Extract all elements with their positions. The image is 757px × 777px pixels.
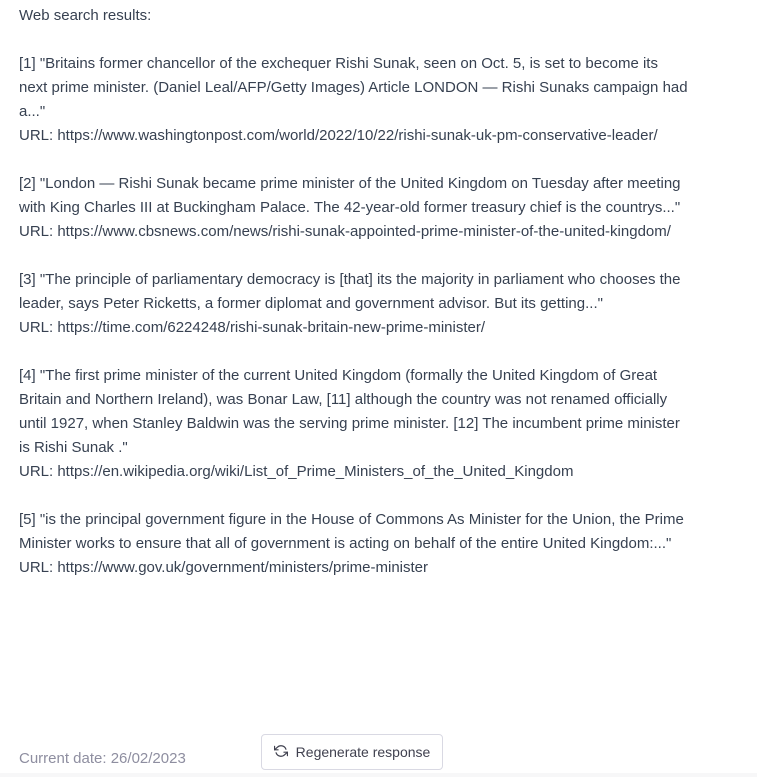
- search-result-4: [19, 364, 689, 484]
- message-content: [19, 4, 689, 604]
- search-result-5: [19, 508, 689, 580]
- result-snippet: [3] "The principle of parliamentary democracy is [that] its the majority in parliament who chooses the leader, says Peter Ricketts, a former diplomat and government advisor. But its getting...": [19, 271, 681, 312]
- result-snippet: [2] "London — Rishi Sunak became prime minister of the United Kingdom on Tuesday after meeting with King Charles III at Buckingham Palace. The 42-year-old former treasury chief is the countrys...": [19, 175, 681, 216]
- result-url: URL: https://www.washingtonpost.com/world/2022/10/22/rishi-sunak-uk-pm-conservative-leader/: [19, 127, 658, 144]
- search-result-1: [19, 52, 689, 148]
- search-result-3: [19, 268, 689, 340]
- refresh-icon: [274, 744, 288, 761]
- result-url: URL: https://time.com/6224248/rishi-sunak-britain-new-prime-minister/: [19, 319, 485, 336]
- result-snippet: [5] "is the principal government figure in the House of Commons As Minister for the Union, the Prime Minister works to ensure that all of government is acting on behalf of the entire United Kingdom:...": [19, 511, 684, 552]
- search-result-2: [19, 172, 689, 244]
- result-snippet: [4] "The first prime minister of the current United Kingdom (formally the United Kingdom of Great Britain and Northern Ireland), was Bonar Law, [11] although the country was not renamed officially until 1927, when Stanley Baldwin was the serving prime minister. [12] The incumbent prime minister is Rishi Sunak .": [19, 367, 680, 456]
- results-intro: Web search results:: [19, 7, 152, 24]
- message-footer: [0, 728, 757, 777]
- regenerate-response-button[interactable]: [261, 734, 443, 770]
- composer-edge: [0, 773, 757, 777]
- result-url: URL: https://www.cbsnews.com/news/rishi-sunak-appointed-prime-minister-of-the-united-kingdom/: [19, 223, 671, 240]
- result-snippet: [1] "Britains former chancellor of the exchequer Rishi Sunak, seen on Oct. 5, is set to become its next prime minister. (Daniel Leal/AFP/Getty Images) Article LONDON — Rishi Sunaks campaign had a...": [19, 55, 688, 120]
- regenerate-label: Regenerate response: [295, 744, 431, 760]
- result-url: URL: https://www.gov.uk/government/ministers/prime-minister: [19, 559, 429, 576]
- result-url: URL: https://en.wikipedia.org/wiki/List_of_Prime_Ministers_of_the_United_Kingdom: [19, 463, 574, 480]
- current-date: Current date: 26/02/2023: [19, 750, 186, 767]
